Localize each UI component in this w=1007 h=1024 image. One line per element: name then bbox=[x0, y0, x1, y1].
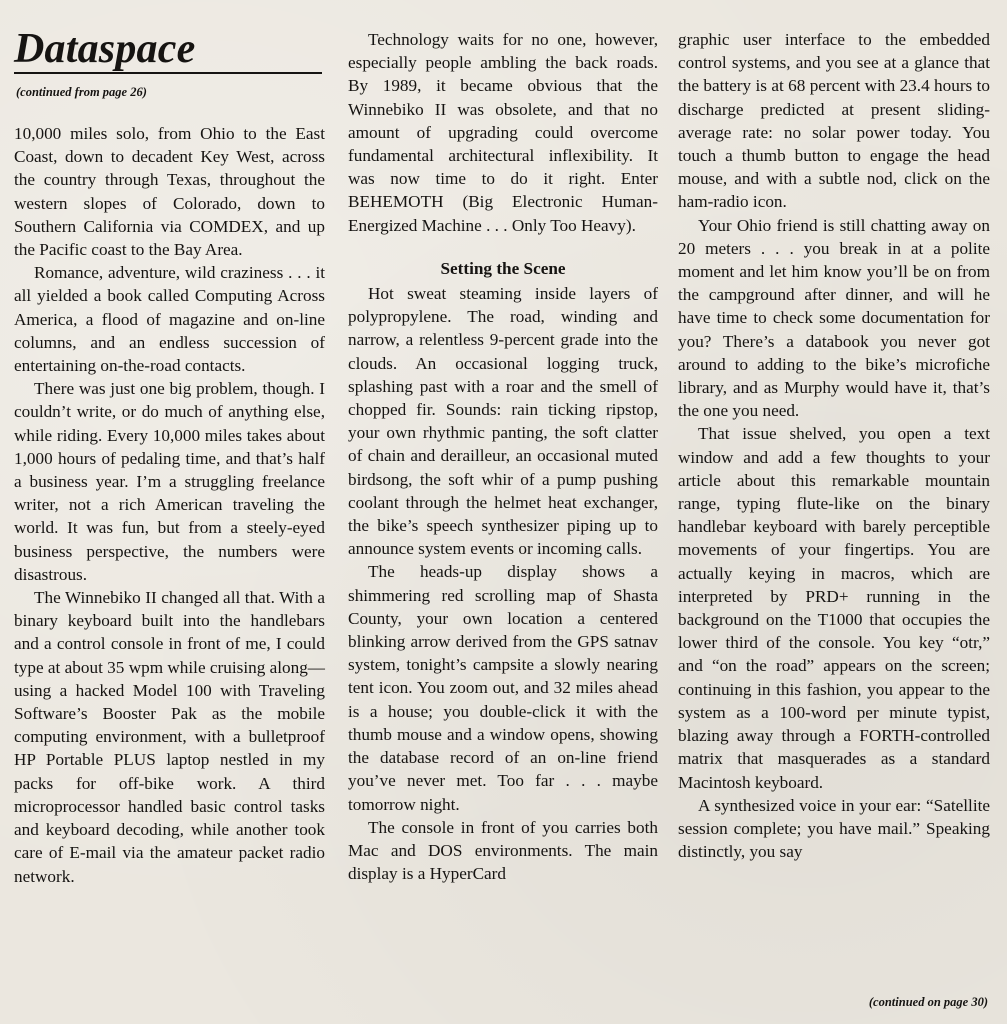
paragraph: There was just one big problem, though. I couldn’t write, or do much of anything else, while riding. Every 10,000 miles takes about 1,000 hours of pedaling time, and that’s half a business year. I’m a struggling freelance writer, not a rich American traveling the world. It was fun, but from a steely-eyed business perspective, the numbers were disastrous. bbox=[14, 379, 325, 584]
paragraph: The Winnebiko II changed all that. With a binary keyboard built into the handlebars and a control console in front of me, I could type at about 35 wpm while cruising along—using a hacked Model 100 with Traveling Software’s Booster Pak as the mobile computing environment, with a bulletproof HP Portable PLUS laptop nestled in my packs for off-bike work. A third microprocessor handled basic control tasks and keyboard decoding, while another took care of E-mail via the amateur packet radio network. bbox=[14, 588, 325, 886]
section-subhead: Setting the Scene bbox=[440, 258, 566, 278]
masthead bbox=[14, 0, 325, 100]
paragraph: Technology waits for no one, however, especially people ambling the back roads. By 1989, it became obvious that the Winnebiko II was obsolete, and that no amount of upgrading could overcome fundamental architectural inflexibility. It was now time to do it right. Enter BEHEMOTH (Big Electronic Human-Energized Machine . . . Only Too Heavy). bbox=[348, 30, 658, 235]
title-rule bbox=[14, 72, 322, 74]
paragraph: The heads-up display shows a shimmering red scrolling map of Shasta County, your own location a centered blinking arrow derived from the GPS satnav system, tonight’s campsite a slowly nearing tent icon. You zoom out, and 32 miles ahead is a house; you double-click it with the thumb mouse and a window opens, showing the database record of an on-line friend you’ve never met. Too far . . . maybe tomorrow night. bbox=[348, 562, 658, 814]
paragraph: The console in front of you carries both Mac and DOS environments. The main display is a HyperCard bbox=[348, 817, 658, 884]
paragraph: 10,000 miles solo, from Ohio to the East Coast, down to decadent Key West, across the country through Texas, throughout the western slopes of Colorado, down to Southern California via COMDEX, and up the Pacific coast to the Bay Area. bbox=[14, 124, 325, 260]
paragraph: graphic user interface to the embedded control systems, and you see at a glance that the battery is at 68 percent with 23.4 hours to discharge predicted at present sliding-average rate: no solar power today. You touch a thumb button to engage the head mouse, and with a subtle nod, click on the ham-radio icon. bbox=[678, 30, 990, 212]
column-1 bbox=[14, 0, 325, 1024]
continued-from-note: (continued from page 26) bbox=[16, 85, 147, 99]
paragraph: Your Ohio friend is still chatting away on 20 meters . . . you break in at a polite moment and let him know you’ll be on from the campground after dinner, and will he have time to check some documentation for you? There’s a databook you never got around to adding to the bike’s microfiche library, and as Murphy would have it, that’s the one you need. bbox=[678, 215, 990, 421]
column-3 bbox=[678, 0, 990, 1024]
page-title: Dataspace bbox=[14, 26, 196, 72]
column-2 bbox=[348, 0, 658, 1024]
continued-on-note: (continued on page 30) bbox=[868, 995, 988, 1009]
paragraph: A synthesized voice in your ear: “Satellite session complete; you have mail.” Speaking distinctly, you say bbox=[678, 795, 990, 862]
paragraph: Hot sweat steaming inside layers of polypropylene. The road, winding and narrow, a relentless 9-percent grade into the clouds. An occasional logging truck, splashing past with a roar and the smell of chopped fir. Sounds: rain ticking ripstop, your own rhythmic panting, the soft clatter of chain and derailleur, an occasional muted birdsong, the soft whir of a pump pushing coolant through the helmet heat exchanger, the bike’s speech synthesizer piping up to announce system events or incoming calls. bbox=[348, 284, 658, 559]
paragraph: Romance, adventure, wild craziness . . . it all yielded a book called Computing Across America, a flood of magazine and on-line columns, and an endless succession of entertaining on-the-road contacts. bbox=[14, 263, 325, 376]
paragraph: That issue shelved, you open a text window and add a few thoughts to your article about this remarkable mountain range, typing flute-like on the binary handlebar keyboard with barely perceptible movements of your fingertips. You are actually keying in macros, which are interpreted by PRD+ running in the background on the T1000 that occupies the lower third of the console. You key “otr,” and “on the road” appears on the screen; continuing in this fashion, you appear to the system as a 100-word per minute typist, blazing away through a FORTH-controlled matrix that masquerades as a standard Macintosh keyboard. bbox=[678, 424, 990, 792]
